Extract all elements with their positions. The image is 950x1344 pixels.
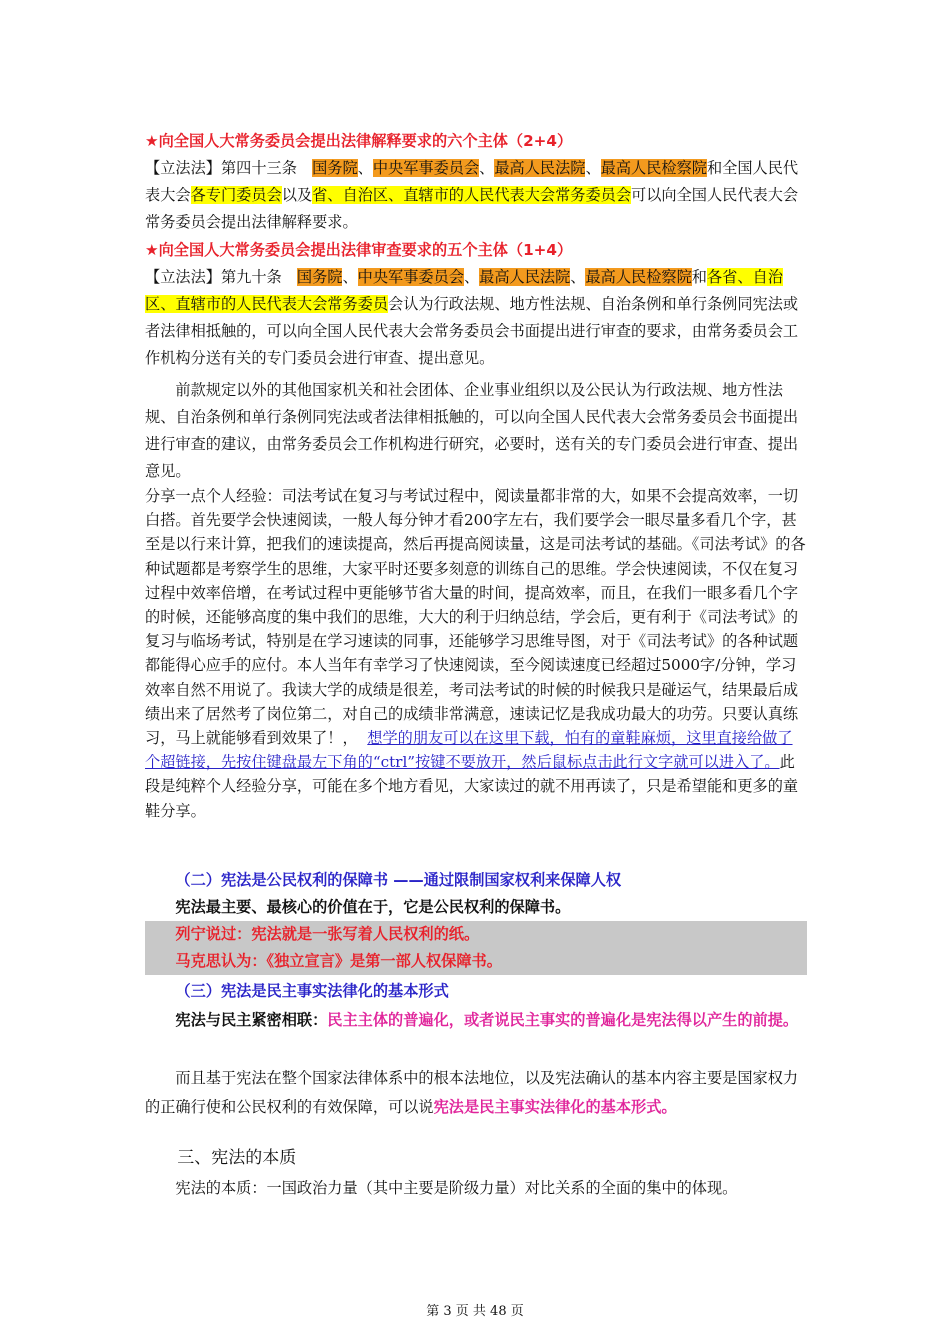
subject-highlight: 各专门委员会 xyxy=(190,186,282,204)
experience-tail: 此段是纯粹个人经验分享，可能在多个地方看见，大家读过的就不用再读了，只是希望能和更多的童鞋分享。 xyxy=(145,753,799,820)
law-reference: 【立法法】第四十三条 xyxy=(145,159,297,177)
separator: 、 xyxy=(463,268,480,286)
lead-text: 宪法与民主紧密相联： xyxy=(175,1011,328,1029)
page-footer: 第 3 页 共 48 页 xyxy=(426,1304,524,1319)
subject-highlight: 中央军事委员会 xyxy=(372,159,480,177)
heading-text: （三）宪法是民主事实法律化的基本形式 xyxy=(175,982,449,1000)
subject-highlight: 国务院 xyxy=(296,268,343,286)
subject-highlight: 最高人民法院 xyxy=(494,159,586,177)
body-text: 和 xyxy=(691,268,707,286)
lenin-quote: 列宁说过：宪法就是一张写着人民权利的纸。 xyxy=(175,925,480,943)
chapter-heading-essence: 三、宪法的本质 xyxy=(177,1148,297,1168)
subject-highlight: 最高人民法院 xyxy=(479,268,571,286)
article-43-paragraph xyxy=(145,155,807,236)
subsection-heading-guarantee: （二）宪法是公民权利的保障书 ——通过限制国家权利来保障人权 xyxy=(175,871,622,889)
subject-highlight: 最高人民检察院 xyxy=(585,268,692,286)
subject-highlight: 最高人民检察院 xyxy=(600,159,707,177)
experience-text: 分享一点个人经验：司法考试在复习与考试过程中，阅读量都非常的大，如果不会提高效率，一切白搭。首先要学会快速阅读，一般人每分钟才看200字左右，我们要学会一眼尽量多看几个字，甚至是以行来计算，把我们的速读提高，然后再提高阅读量，这是司法考试的基础。《司法考试》的各种试题都是考察学生的思维，大家平时还要多刻意的训练自己的思维。学会快速阅读，不仅在复习过程中效率倍增，在考试过程中更能够节省大量的时间，提高效率，而且，在我们一眼多看几个字的时候，还能够高度的集中我们的思维，大大的利于归纳总结，学会后，更有利于《司法考试》的复习与临场考试，特别是在学习速读的同事，还能够学习思维导图，对于《司法考试》的各种试题都能得心应手的应付。本人当年有幸学习了快速阅读，至今阅读速度已经超过5000字/分钟，学习效率自然不用说了。我读大学的成绩是很差，考司法考试的时候的时候我只是碰运气，结果最后成绩出来了居然考了岗位第二，对自己的成绩非常满意，速读记忆是我成功最大的功劳。只要认真练习，马上就能够看到效果了！， xyxy=(145,487,806,748)
body-text: 可以向全国人民代表大会常务委员会提出法律解释要求。 xyxy=(145,186,799,231)
democracy-paragraph xyxy=(145,1006,807,1035)
subject-highlight: 国务院 xyxy=(312,159,358,177)
body-text: 而且基于宪法在整个国家法律体系中的根本法地位，以及宪法确认的基本内容主要是国家权力的正确行使和公民权利的有效保障，可以说 xyxy=(145,1069,799,1116)
separator: 、 xyxy=(585,159,601,177)
essence-text: 宪法的本质：一国政治力量（其中主要是阶级力量）对比关系的全面的集中的体现。 xyxy=(175,1179,738,1197)
fundamental-law-paragraph xyxy=(145,1064,807,1122)
download-link[interactable]: 想学的朋友可以在这里下载，怕有的童鞋麻烦，这里直接给做了个超链接，先按住键盘最左下角的“ctrl”按键不要放开，然后鼠标点击此行文字就可以进入了。 xyxy=(145,729,793,772)
body-text: 会认为行政法规、地方性法规、自治条例和单行条例同宪法或者法律相抵触的，可以向全国人民代表大会常务委员会书面提出进行审查的要求，由常务委员会工作机构分送有关的专门委员会进行审查、提出意见。 xyxy=(145,295,799,367)
separator: 、 xyxy=(479,159,495,177)
separator: 、 xyxy=(357,159,373,177)
subsection-heading-democracy xyxy=(145,978,807,1005)
section-title-interpretation: ★向全国人大常务委员会提出法律解释要求的六个主体（2+4） xyxy=(145,132,573,150)
section-title-review: ★向全国人大常务委员会提出法律审查要求的五个主体（1+4） xyxy=(145,241,573,259)
article-90-second-paragraph: 前款规定以外的其他国家机关和社会团体、企业事业组织以及公民认为行政法规、地方性法规、自治条例和单行条例同宪法或者法律相抵触的，可以向全国人民代表大会常务委员会书面提出进行审查的建议，由常务委员会工作机构进行研究，必要时，送有关的专门委员会进行审查、提出意见。 xyxy=(145,381,799,480)
subject-highlight: 中央军事委员会 xyxy=(357,268,464,286)
separator: 、 xyxy=(570,268,586,286)
emphasis-text: 民主主体的普遍化，或者说民主事实的普遍化是宪法得以产生的前提。 xyxy=(327,1011,799,1029)
emphasis-text: 宪法是民主事实法律化的基本形式。 xyxy=(433,1098,677,1116)
article-90-paragraph xyxy=(145,264,807,372)
subject-highlight: 省、自治区、直辖市的人民代表大会常务委员会 xyxy=(312,186,631,204)
law-reference: 【立法法】第九十条 xyxy=(145,268,282,286)
marx-quote: 马克思认为：《独立宣言》是第一部人权保障书。 xyxy=(175,952,502,970)
separator: 、 xyxy=(342,268,358,286)
core-value-line: 宪法最主要、最核心的价值在于，它是公民权利的保障书。 xyxy=(175,898,571,916)
subject-highlight: 各省、自治区、直辖市的人民代表大会常务委员 xyxy=(145,268,783,313)
experience-paragraph xyxy=(145,484,807,823)
body-text: 以及 xyxy=(281,186,313,204)
body-text: 和全国人民代表大会 xyxy=(145,159,799,204)
